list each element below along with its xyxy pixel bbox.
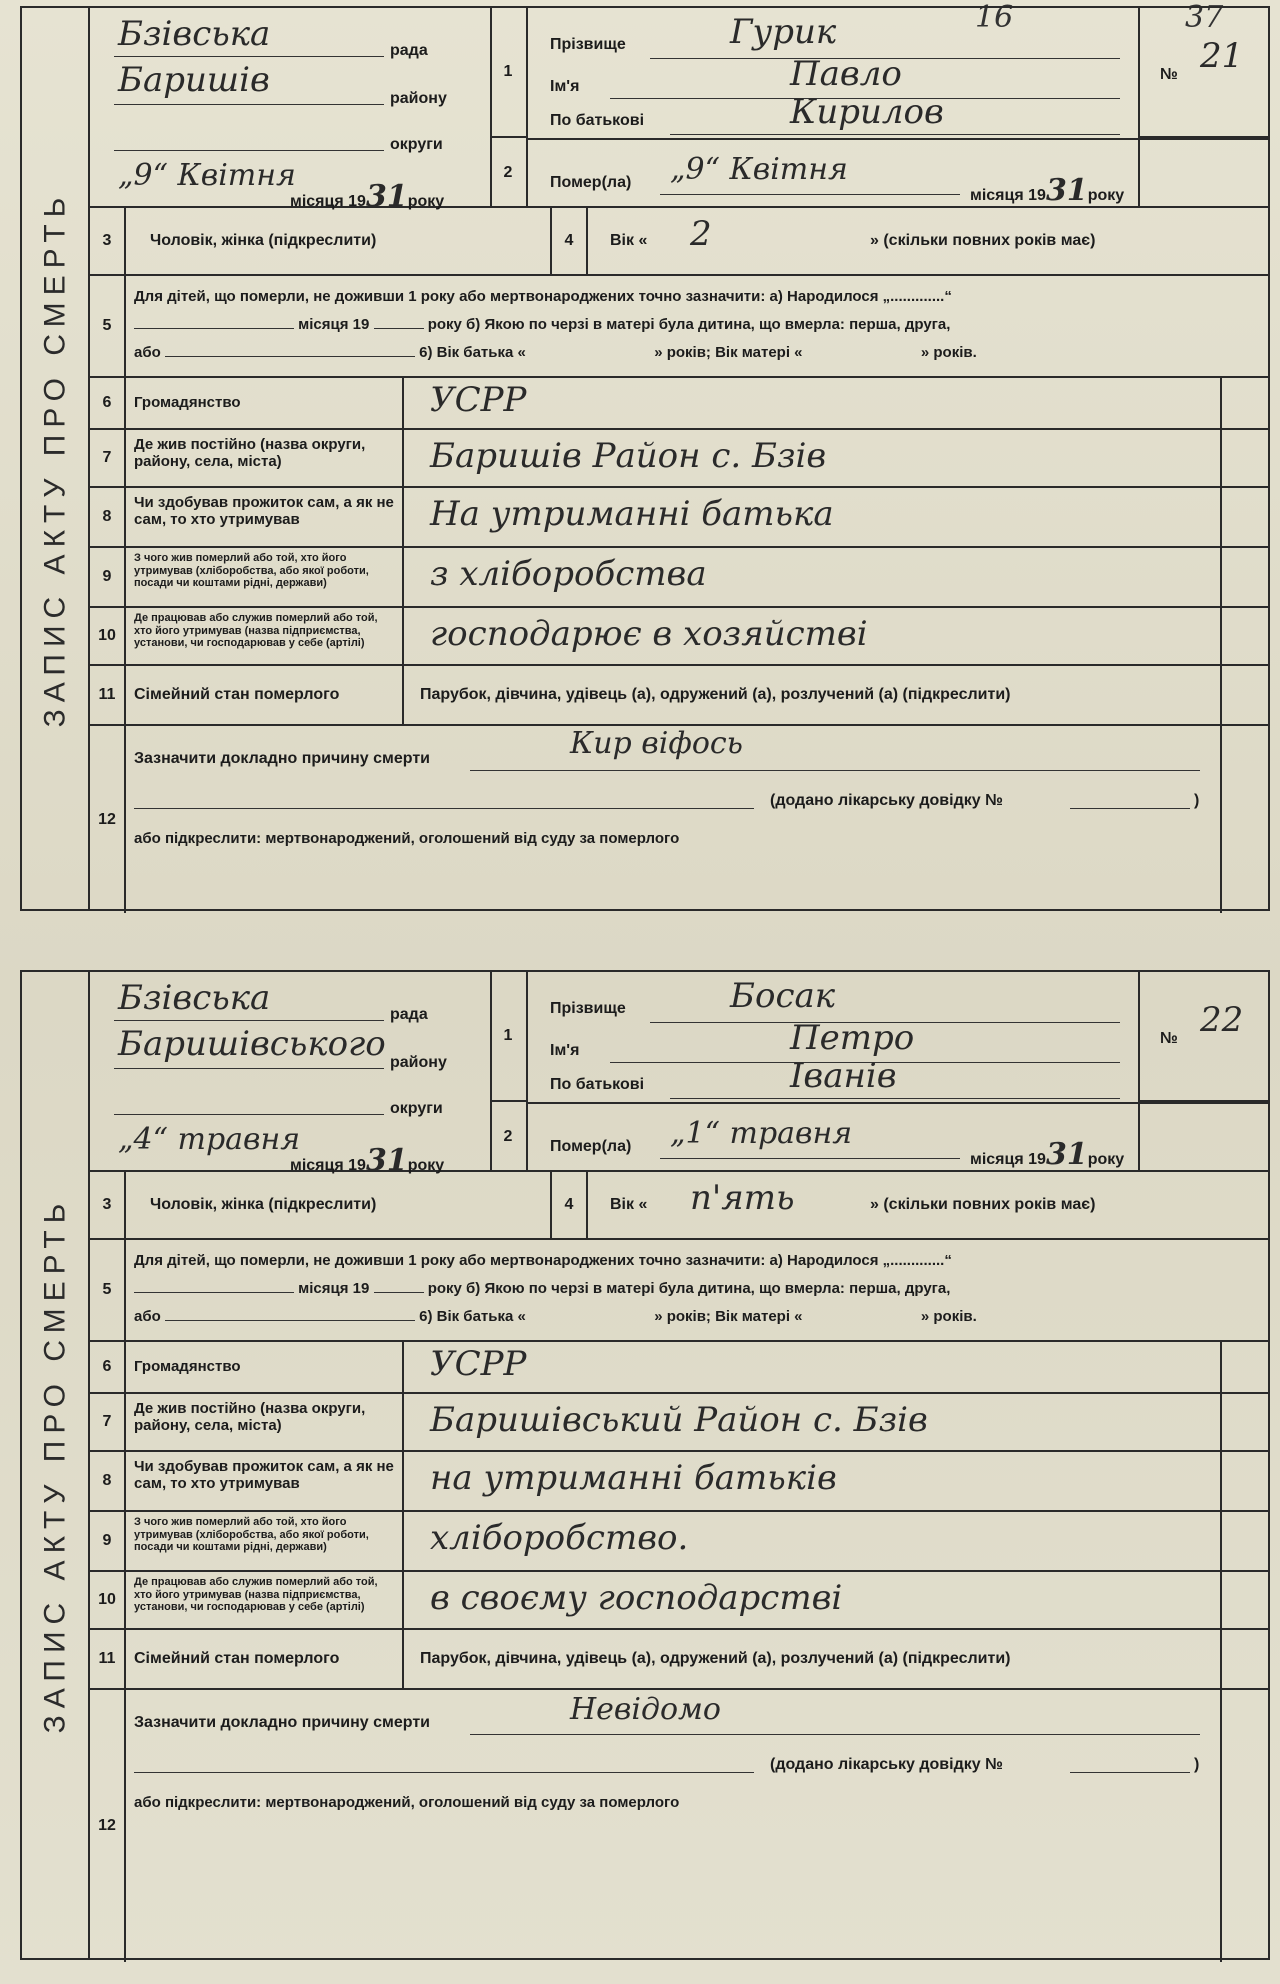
misyatsia-label: місяця 19 bbox=[970, 187, 1046, 204]
livelihood-value: хліборобство. bbox=[430, 1518, 689, 1558]
row-workplace bbox=[90, 608, 1268, 666]
residence-value: Баришівський Район с. Бзів bbox=[430, 1400, 928, 1440]
infant-line-2 bbox=[134, 316, 950, 333]
stillborn-label: або підкреслити: мертвонароджений, оголошений від суду за померлого bbox=[134, 1794, 680, 1811]
cause-label: Зазначити докладно причину смерти bbox=[134, 750, 430, 767]
misyatsia-label: місяця 19 bbox=[970, 1151, 1046, 1168]
infant-line-3 bbox=[134, 1308, 977, 1325]
row-number: 11 bbox=[90, 666, 126, 724]
family-status-label: Сімейний стан померлого bbox=[134, 1650, 340, 1667]
record-no-label: № bbox=[1160, 1030, 1178, 1047]
age-value: 2 bbox=[690, 214, 712, 254]
years-label: » років. bbox=[920, 344, 977, 361]
infant-line-3 bbox=[134, 344, 977, 361]
raion-value: Баришів bbox=[118, 60, 270, 100]
row-number: 2 bbox=[503, 164, 513, 181]
support-label: Чи здобував прожиток сам, а як не сам, то хто утримував bbox=[134, 1458, 394, 1493]
citizenship-value: УСРР bbox=[430, 1344, 527, 1384]
workplace-value: господарює в хозяйстві bbox=[430, 614, 868, 654]
rada-label: рада bbox=[390, 42, 428, 59]
family-row bbox=[90, 1630, 1268, 1690]
support-value: на утриманні батьків bbox=[430, 1458, 837, 1498]
row-number: 6 bbox=[90, 1342, 126, 1392]
or-label: або bbox=[134, 344, 161, 361]
death-label: Помер(ла) bbox=[550, 1138, 632, 1155]
reg-month: Квітня bbox=[177, 158, 296, 193]
row-citizenship bbox=[90, 378, 1268, 430]
age-label: Вік « bbox=[610, 1196, 648, 1213]
death-year: 31 bbox=[1045, 1137, 1088, 1172]
roku-label: року bbox=[407, 1157, 445, 1174]
certificate-label: (додано лікарську довідку № bbox=[770, 792, 1003, 809]
infant-instruction: Для дітей, що померли, не доживши 1 року або мертвонароджених точно зазначити: а) Народилося „.............“ bbox=[134, 1252, 952, 1269]
reg-day: 4 bbox=[133, 1122, 153, 1157]
workplace-label: Де працював або служив померлий або той, хто його утримував (назва підприємства, установи, чи господарював у себе (артілі) bbox=[134, 612, 378, 650]
certificate-close: ) bbox=[1194, 792, 1200, 809]
family-row bbox=[90, 666, 1268, 726]
surname-value: Босак bbox=[730, 976, 836, 1016]
row-number: 4 bbox=[552, 208, 588, 274]
row-residence bbox=[90, 430, 1268, 488]
death-record-form bbox=[20, 6, 1270, 911]
archive-number: 16 bbox=[975, 0, 1014, 35]
row-livelihood bbox=[90, 548, 1268, 608]
sex-age-row bbox=[90, 208, 1268, 276]
livelihood-value: з хліборобства bbox=[430, 554, 707, 594]
mother-age-label: » років; Вік матері « bbox=[654, 1308, 803, 1325]
age-label-suffix: » (скільки повних років має) bbox=[870, 1196, 1096, 1213]
roku-label: року bbox=[1087, 187, 1125, 204]
certificate-label: (додано лікарську довідку № bbox=[770, 1756, 1003, 1773]
reg-year: 31 bbox=[365, 179, 408, 214]
workplace-value: в своєму господарстві bbox=[430, 1578, 843, 1618]
misyatsia-label: місяця 19 bbox=[290, 193, 366, 210]
infant-month-label: місяця 19 bbox=[298, 316, 370, 333]
okruha-label: округи bbox=[390, 1100, 443, 1117]
row-number: 5 bbox=[90, 1240, 126, 1340]
row-number: 9 bbox=[90, 1512, 126, 1570]
sex-label: Чоловік, жінка (підкреслити) bbox=[150, 1196, 377, 1213]
record-number: 22 bbox=[1200, 1000, 1244, 1040]
livelihood-label: З чого жив померлий або той, хто його утримував (хліборобства, або якої роботи, посади чи коштами рідні, держави) bbox=[134, 1516, 369, 1554]
certificate-close: ) bbox=[1194, 1756, 1200, 1773]
row-support bbox=[90, 488, 1268, 548]
okruha-label: округи bbox=[390, 136, 443, 153]
cause-label: Зазначити докладно причину смерти bbox=[134, 1714, 430, 1731]
sex-age-row bbox=[90, 1172, 1268, 1240]
surname-label: Прізвище bbox=[550, 1000, 626, 1017]
age-value: п'ять bbox=[690, 1178, 795, 1218]
reg-month: травня bbox=[177, 1122, 301, 1157]
or-label: або bbox=[134, 1308, 161, 1325]
age-label-suffix: » (скільки повних років має) bbox=[870, 232, 1096, 249]
row-number: 10 bbox=[90, 1572, 126, 1628]
sheet-number: 37 bbox=[1185, 0, 1224, 35]
roku-label: року bbox=[407, 193, 445, 210]
cause-row bbox=[90, 726, 1268, 913]
row-number: 1 bbox=[490, 972, 526, 1102]
rada-label: рада bbox=[390, 1006, 428, 1023]
livelihood-label: З чого жив померлий або той, хто його утримував (хліборобства, або якої роботи, посади чи коштами рідні, держави) bbox=[134, 552, 369, 590]
citizenship-value: УСРР bbox=[430, 380, 527, 420]
cause-row bbox=[90, 1690, 1268, 1962]
citizenship-label: Громадянство bbox=[134, 394, 241, 411]
residence-label: Де жив постійно (назва округи, району, села, міста) bbox=[134, 436, 366, 471]
cause-value: Кир віфось bbox=[570, 726, 744, 761]
rada-value: Бзівська bbox=[118, 14, 271, 54]
form-body bbox=[90, 8, 1268, 909]
residence-label: Де жив постійно (назва округи, району, села, міста) bbox=[134, 1400, 366, 1435]
misyatsia-label: місяця 19 bbox=[290, 1157, 366, 1174]
stillborn-label: або підкреслити: мертвонароджений, оголошений від суду за померлого bbox=[134, 830, 680, 847]
residence-value: Баришів Район с. Бзів bbox=[430, 436, 827, 476]
side-title bbox=[22, 972, 90, 1958]
infant-order-label: року б) Якою по черзі в матері була дитина, що вмерла: перша, друга, bbox=[427, 1280, 951, 1297]
surname-label: Прізвище bbox=[550, 36, 626, 53]
death-day: 1 bbox=[685, 1116, 705, 1151]
header-row bbox=[90, 8, 1268, 214]
death-month: Квітня bbox=[729, 152, 848, 187]
patronymic-value: Кирилов bbox=[790, 92, 944, 132]
surname-value: Гурик bbox=[730, 12, 837, 52]
infant-row bbox=[90, 276, 1268, 378]
age-label: Вік « bbox=[610, 232, 648, 249]
family-status-label: Сімейний стан померлого bbox=[134, 686, 340, 703]
death-year: 31 bbox=[1045, 173, 1088, 208]
row-number: 7 bbox=[90, 430, 126, 486]
patronymic-label: По батькові bbox=[550, 112, 645, 129]
death-date: „1“ травня bbox=[670, 1116, 853, 1151]
raion-value: Баришівського bbox=[118, 1024, 386, 1064]
row-number: 11 bbox=[90, 1630, 126, 1688]
death-year-label bbox=[970, 1138, 1124, 1173]
cause-value: Невідомо bbox=[570, 1692, 721, 1727]
reg-year: 31 bbox=[365, 1143, 408, 1178]
registration-date: „9“ Квітня bbox=[118, 158, 296, 193]
row-residence bbox=[90, 1394, 1268, 1452]
side-title-text: ЗАПИС АКТУ ПРО СМЕРТЬ bbox=[38, 1196, 71, 1734]
name-label: Ім'я bbox=[550, 1042, 580, 1059]
row-number: 8 bbox=[90, 1452, 126, 1510]
row-number: 3 bbox=[90, 1172, 126, 1238]
rada-value: Бзівська bbox=[118, 978, 271, 1018]
infant-instruction: Для дітей, що померли, не доживши 1 року або мертвонароджених точно зазначити: а) Народилося „.............“ bbox=[134, 288, 952, 305]
reg-day: 9 bbox=[133, 158, 153, 193]
death-day: 9 bbox=[685, 152, 705, 187]
patronymic-value: Іванів bbox=[790, 1056, 897, 1096]
citizenship-label: Громадянство bbox=[134, 1358, 241, 1375]
family-status-options: Парубок, дівчина, удівець (а), одружений (а), розлучений (а) (підкреслити) bbox=[420, 1650, 1011, 1667]
row-number: 8 bbox=[90, 488, 126, 546]
side-title bbox=[22, 8, 90, 909]
family-status-options: Парубок, дівчина, удівець (а), одружений (а), розлучений (а) (підкреслити) bbox=[420, 686, 1011, 703]
name-label: Ім'я bbox=[550, 78, 580, 95]
death-record-form bbox=[20, 970, 1270, 1960]
father-age-label: 6) Вік батька « bbox=[419, 1308, 526, 1325]
row-workplace bbox=[90, 1572, 1268, 1630]
form-body bbox=[90, 972, 1268, 1958]
name-value: Павло bbox=[790, 54, 902, 94]
years-label: » років. bbox=[920, 1308, 977, 1325]
row-citizenship bbox=[90, 1342, 1268, 1394]
row-number: 6 bbox=[90, 378, 126, 428]
row-number: 7 bbox=[90, 1394, 126, 1450]
row-number: 5 bbox=[90, 276, 126, 376]
infant-row bbox=[90, 1240, 1268, 1342]
record-no-label: № bbox=[1160, 66, 1178, 83]
sex-label: Чоловік, жінка (підкреслити) bbox=[150, 232, 377, 249]
support-label: Чи здобував прожиток сам, а як не сам, то хто утримував bbox=[134, 494, 394, 529]
row-number: 12 bbox=[90, 726, 126, 913]
mother-age-label: » років; Вік матері « bbox=[654, 344, 803, 361]
row-number: 4 bbox=[552, 1172, 588, 1238]
father-age-label: 6) Вік батька « bbox=[419, 344, 526, 361]
registration-date: „4“ травня bbox=[118, 1122, 301, 1157]
infant-line-2 bbox=[134, 1280, 950, 1297]
header-row bbox=[90, 972, 1268, 1178]
side-title-text: ЗАПИС АКТУ ПРО СМЕРТЬ bbox=[38, 190, 71, 727]
support-value: На утриманні батька bbox=[430, 494, 834, 534]
death-label: Помер(ла) bbox=[550, 174, 632, 191]
raion-label: району bbox=[390, 1054, 447, 1071]
name-value: Петро bbox=[790, 1018, 915, 1058]
raion-label: району bbox=[390, 90, 447, 107]
row-number: 2 bbox=[503, 1128, 513, 1145]
row-number: 10 bbox=[90, 608, 126, 664]
infant-month-label: місяця 19 bbox=[298, 1280, 370, 1297]
row-number: 3 bbox=[90, 208, 126, 274]
death-date: „9“ Квітня bbox=[670, 152, 848, 187]
death-month: травня bbox=[729, 1116, 853, 1151]
infant-order-label: року б) Якою по черзі в матері була дитина, що вмерла: перша, друга, bbox=[427, 316, 951, 333]
record-number: 21 bbox=[1200, 36, 1244, 76]
row-number: 1 bbox=[490, 8, 526, 138]
row-support bbox=[90, 1452, 1268, 1512]
patronymic-label: По батькові bbox=[550, 1076, 645, 1093]
row-number: 12 bbox=[90, 1690, 126, 1962]
workplace-label: Де працював або служив померлий або той, хто його утримував (назва підприємства, установи, чи господарював у себе (артілі) bbox=[134, 1576, 378, 1614]
roku-label: року bbox=[1087, 1151, 1125, 1168]
death-year-label bbox=[970, 174, 1124, 209]
row-number: 9 bbox=[90, 548, 126, 606]
row-livelihood bbox=[90, 1512, 1268, 1572]
